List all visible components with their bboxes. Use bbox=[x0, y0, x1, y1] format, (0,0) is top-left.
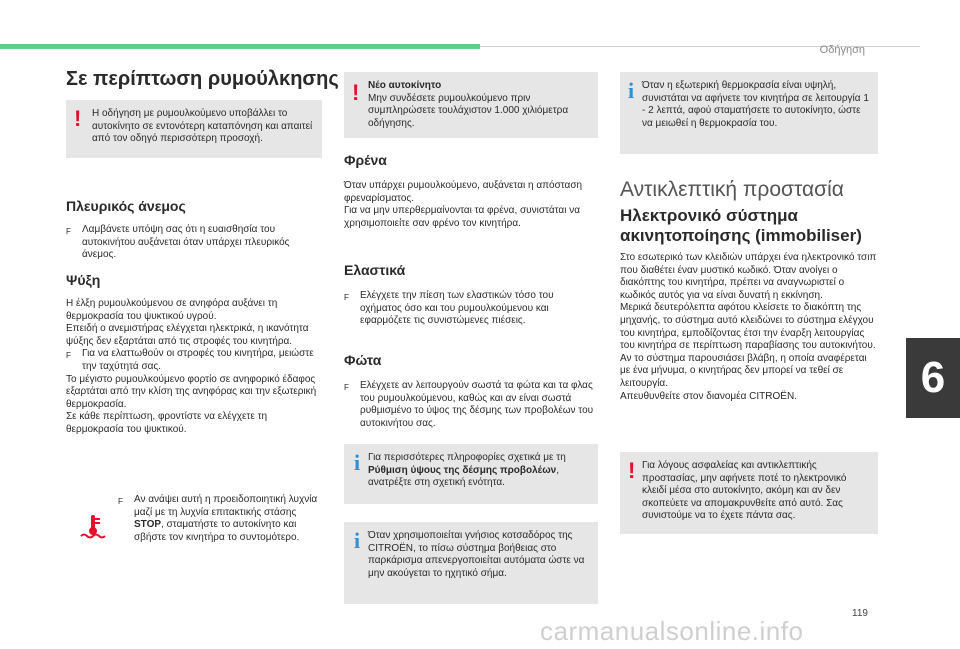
key-safety-text: Για λόγους ασφαλείας και αντικλεπτικής προστασίας, μην αφήνετε ποτέ το ηλεκτρονικό κλειδί μέσα στο αυτοκίνητο, ακόμη και αν δεν σκοπεύετε να απομακρυνθείτε από αυτό. Σας συνιστούμε να το έχετε πάντα σας. bbox=[642, 460, 847, 522]
cooling-para-4: Σε κάθε περίπτωση, φροντίστε να ελέγχετε τη θερμοκρασία του ψυκτικού. bbox=[66, 411, 268, 435]
tyres-bullet-text: Ελέγχετε την πίεση των ελαστικών τόσο του οχήματος όσο και του ρυμουλκούμενου και εφαρμόζετε τις συνιστώμενες πιέσεις. bbox=[360, 290, 554, 327]
towbar-info-text: Όταν χρησιμοποιείται γνήσιος κοτσαδόρος της CITROËN, το πίσω σύστημα βοήθειας στο παρκάρισμα απενεργοποιείται αυτόματα ώστε να μην ακούγεται το ηχητικό σήμα. bbox=[368, 530, 585, 579]
coolant-temperature-icon bbox=[78, 512, 108, 542]
hot-weather-text: Όταν η εξωτερική θερμοκρασία είναι υψηλή, συνιστάται να αφήνετε τον κινητήρα σε λειτουργία 1 - 2 λεπτά, αφού σταματήσετε το αυτοκίνητο, ώστε να μειωθεί η θερμοκρασία του. bbox=[642, 80, 869, 129]
lamp-text-pre: Αν ανάψει αυτή η προειδοποιητική λυχνία μαζί με τη λυχνία επιτακτικής στάσης bbox=[134, 494, 318, 518]
cooling-body bbox=[66, 298, 322, 437]
immobiliser-body bbox=[620, 252, 878, 403]
cooling-para-2: Επειδή ο ανεμιστήρας ελέγχεται ηλεκτρικά, η ικανότητα ψύξης δεν εξαρτάται από τις στροφές του κινητήρα. bbox=[66, 323, 309, 347]
thermometer-icon bbox=[78, 512, 108, 542]
chapter-tab: 6 bbox=[906, 338, 960, 418]
headlamp-info-box bbox=[344, 444, 598, 504]
tyres-heading: Ελαστικά bbox=[344, 262, 406, 278]
temperature-lamp-note bbox=[118, 494, 322, 544]
towing-warning-text: Η οδήγηση με ρυμουλκούμενο υποβάλλει το αυτοκίνητο σε εντονότερη καταπόνηση και απαιτεί από τον οδηγό περισσότερη προσοχή. bbox=[92, 108, 313, 145]
towbar-info-box bbox=[344, 522, 598, 604]
lamp-text-post: , σταματήστε το αυτοκίνητο και σβήστε τον κινητήρα το συντομότερο. bbox=[134, 519, 300, 543]
crosswind-heading: Πλευρικός άνεμος bbox=[66, 198, 186, 214]
cooling-para-3: Το μέγιστο ρυμουλκούμενο φορτίο σε ανηφορικό έδαφος εξαρτάται από την κλίση της ανηφόρας και την εξωτερική θερμοκρασία. bbox=[66, 373, 317, 410]
bullet-icon: F bbox=[66, 227, 71, 236]
info-icon: i bbox=[354, 528, 361, 553]
warning-icon: ! bbox=[74, 106, 82, 131]
brakes-heading: Φρένα bbox=[344, 152, 387, 168]
cooling-heading: Ψύξη bbox=[66, 272, 101, 288]
lights-bullet bbox=[344, 380, 598, 430]
bullet-icon: F bbox=[344, 293, 349, 302]
imm-para-1: Στο εσωτερικό των κλειδιών υπάρχει ένα ηλεκτρονικό τσιπ που διαθέτει έναν μυστικό κωδικό. Όταν ανοίγει ο διακόπτης του κινητήρα, πρέπει να αναγνωριστεί ο κωδικός αυτός για να είναι δυνατή η εκκίνηση. bbox=[620, 252, 877, 301]
imm-para-2: Μερικά δευτερόλεπτα αφότου κλείσετε το διακόπτη της μηχανής, το σύστημα αυτό κλειδώνει το σύστημα ελέγχου του κινητήρα, εμποδίζοντας έτσι την έναρξη λειτουργίας του κινητήρα σε περίπτωση παραβίασης του αυτοκινήτου. bbox=[620, 302, 876, 352]
headlamp-adjust-link: Ρύθμιση ύψους της δέσμης προβολέων bbox=[368, 464, 557, 476]
cooling-bullet bbox=[66, 348, 322, 373]
crosswind-bullet bbox=[66, 224, 322, 262]
brakes-para-2: Για να μην υπερθερμαίνονται τα φρένα, συνιστάται να χρησιμοποιείτε σαν φρένο τον κινητήρα. bbox=[344, 205, 580, 229]
brakes-para-1: Όταν υπάρχει ρυμουλκούμενο, αυξάνεται η απόσταση φρεναρίσματος. bbox=[344, 180, 583, 204]
info1-pre: Για περισσότερες πληροφορίες σχετικά με τη bbox=[368, 452, 566, 463]
hot-weather-info-box bbox=[620, 72, 878, 154]
stop-label: STOP bbox=[134, 519, 162, 531]
imm-para-3: Αν το σύστημα παρουσιάσει βλάβη, η οποία αναφέρεται με ένα μήνυμα, ο κινητήρας δεν μπορεί να τεθεί σε λειτουργία. bbox=[620, 352, 867, 389]
brakes-body bbox=[344, 180, 598, 230]
towing-warning-box bbox=[66, 100, 322, 158]
warning-icon: ! bbox=[628, 458, 636, 483]
new-car-body: Μην συνδέσετε ρυμουλκούμενο πριν συμπληρώσετε τουλάχιστον 1.000 χιλιόμετρα οδήγησης. bbox=[368, 92, 569, 129]
bullet-icon: F bbox=[66, 351, 71, 361]
section-header: Οδήγηση bbox=[819, 44, 865, 56]
immobiliser-heading: Ηλεκτρονικό σύστημα ακινητοποίησης (immobiliser) bbox=[620, 206, 862, 245]
new-car-title: Νέο αυτοκίνητο bbox=[368, 80, 442, 91]
headlamp-info-text bbox=[368, 452, 592, 490]
header-accent-bar bbox=[0, 44, 480, 49]
cooling-para-1: Η έλξη ρυμουλκούμενου σε ανηφόρα αυξάνει τη θερμοκρασία του ψυκτικού υγρού. bbox=[66, 298, 278, 322]
imm-para-4: Απευθυνθείτε στον διανομέα CITROËN. bbox=[620, 390, 797, 402]
page-title: Σε περίπτωση ρυμούλκησης bbox=[66, 68, 339, 90]
page-number: 119 bbox=[852, 608, 868, 619]
lights-bullet-text: Ελέγχετε αν λειτουργούν σωστά τα φώτα και τα φλας του ρυμουλκούμενου, καθώς και αν είναι σωστά ρυθμισμένο το ύψος της δέσμης των προβολέων του αυτοκινήτου σας. bbox=[360, 380, 594, 429]
crosswind-bullet-text: Λαμβάνετε υπόψη σας ότι η ευαισθησία του αυτοκινήτου αυξάνεται όταν υπάρχει πλευρικός άνεμος. bbox=[82, 224, 290, 261]
temperature-lamp-text bbox=[134, 494, 322, 544]
info1-post: , ανατρέξτε στη σχετική ενότητα. bbox=[368, 464, 559, 489]
warning-icon: ! bbox=[352, 80, 360, 105]
bullet-icon: F bbox=[118, 497, 123, 506]
info-icon: i bbox=[628, 78, 635, 103]
new-car-text bbox=[368, 80, 592, 130]
tyres-bullet bbox=[344, 290, 598, 328]
cooling-bullet-text: Για να ελαττωθούν οι στροφές του κινητήρα, μειώστε την ταχύτητά σας. bbox=[82, 348, 314, 372]
watermark: carmanualsonline.info bbox=[540, 616, 804, 646]
key-safety-warning-box bbox=[620, 452, 878, 534]
bullet-icon: F bbox=[344, 383, 349, 392]
info-icon: i bbox=[354, 450, 361, 475]
antitheft-heading: Αντικλεπτική προστασία bbox=[620, 178, 844, 201]
new-car-warning-box bbox=[344, 72, 598, 138]
lights-heading: Φώτα bbox=[344, 352, 382, 368]
